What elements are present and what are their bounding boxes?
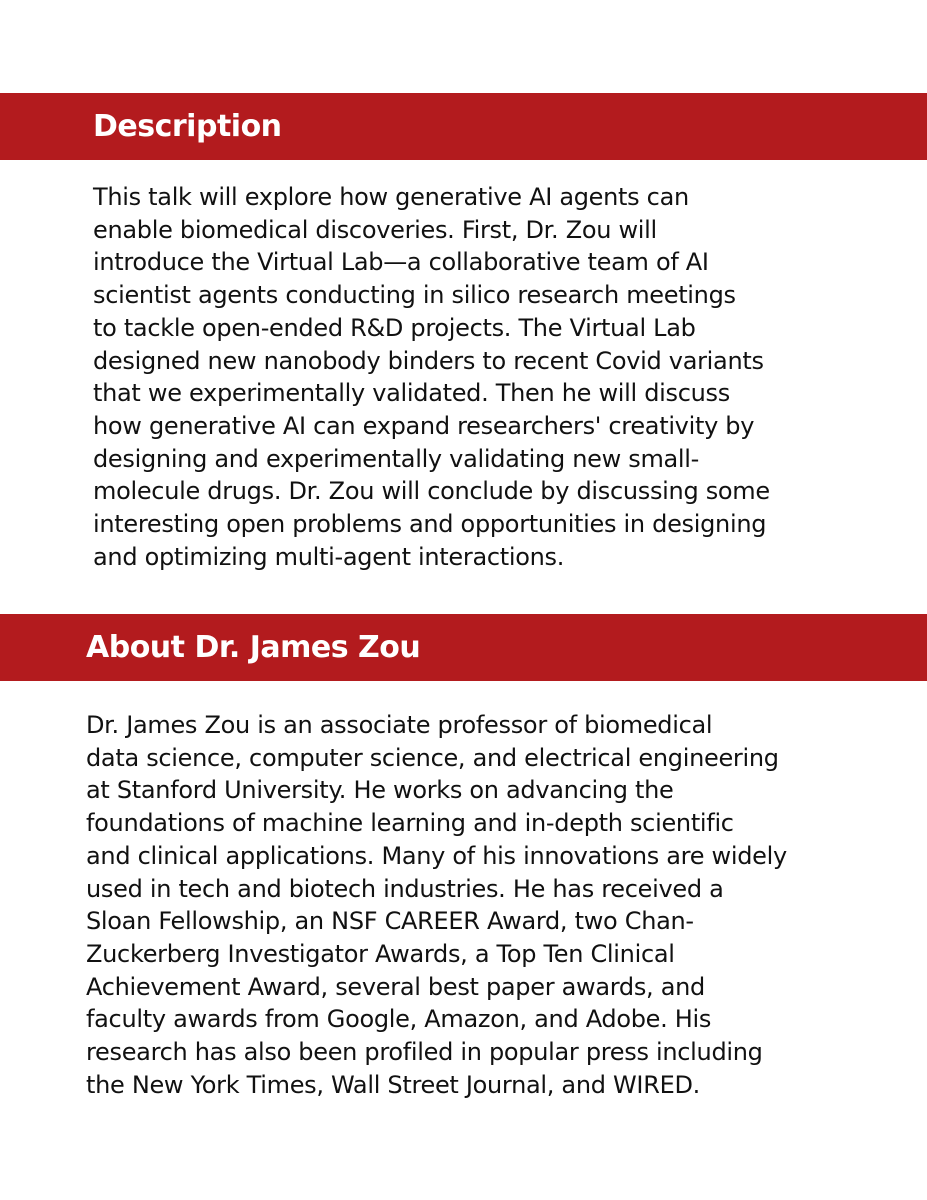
about-line: faculty awards from Google, Amazon, and Adobe. His [86,1005,712,1034]
about-line: at Stanford University. He works on advancing the [86,776,674,805]
about-line: data science, computer science, and electrical engineering [86,743,779,772]
description-line: and optimizing multi-agent interactions. [93,542,565,571]
description-heading: Description [93,109,282,144]
description-line: how generative AI can expand researchers' creativity by [93,411,755,440]
about-paragraph [86,709,891,1101]
description-line: that we experimentally validated. Then he will discuss [93,379,730,408]
about-header-bar [0,614,927,681]
about-line: Sloan Fellowship, an NSF CAREER Award, two Chan- [86,907,694,936]
description-line: designed new nanobody binders to recent Covid variants [93,346,764,375]
about-heading: About Dr. James Zou [86,630,421,665]
description-paragraph [93,181,873,573]
description-line: molecule drugs. Dr. Zou will conclude by discussing some [93,477,770,506]
about-line: research has also been profiled in popular press including [86,1038,763,1067]
about-line: Achievement Award, several best paper awards, and [86,972,705,1001]
description-line: interesting open problems and opportunities in designing [93,510,767,539]
description-line: This talk will explore how generative AI agents can [93,183,689,211]
description-line: designing and experimentally validating new small- [93,444,700,473]
description-line: to tackle open-ended R&D projects. The Virtual Lab [93,313,696,342]
about-line: the New York Times, Wall Street Journal, and WIRED. [86,1070,700,1099]
description-line: scientist agents conducting in silico research meetings [93,281,736,310]
description-line: enable biomedical discoveries. First, Dr. Zou will [93,215,657,244]
about-line: Zuckerberg Investigator Awards, a Top Ten Clinical [86,939,675,968]
description-header-bar [0,93,927,160]
about-line: foundations of machine learning and in-depth scientific [86,809,734,838]
about-line: Dr. James Zou is an associate professor of biomedical [86,711,713,739]
description-line: introduce the Virtual Lab—a collaborative team of AI [93,248,709,277]
about-line: used in tech and biotech industries. He has received a [86,874,724,903]
about-line: and clinical applications. Many of his innovations are widely [86,841,787,870]
